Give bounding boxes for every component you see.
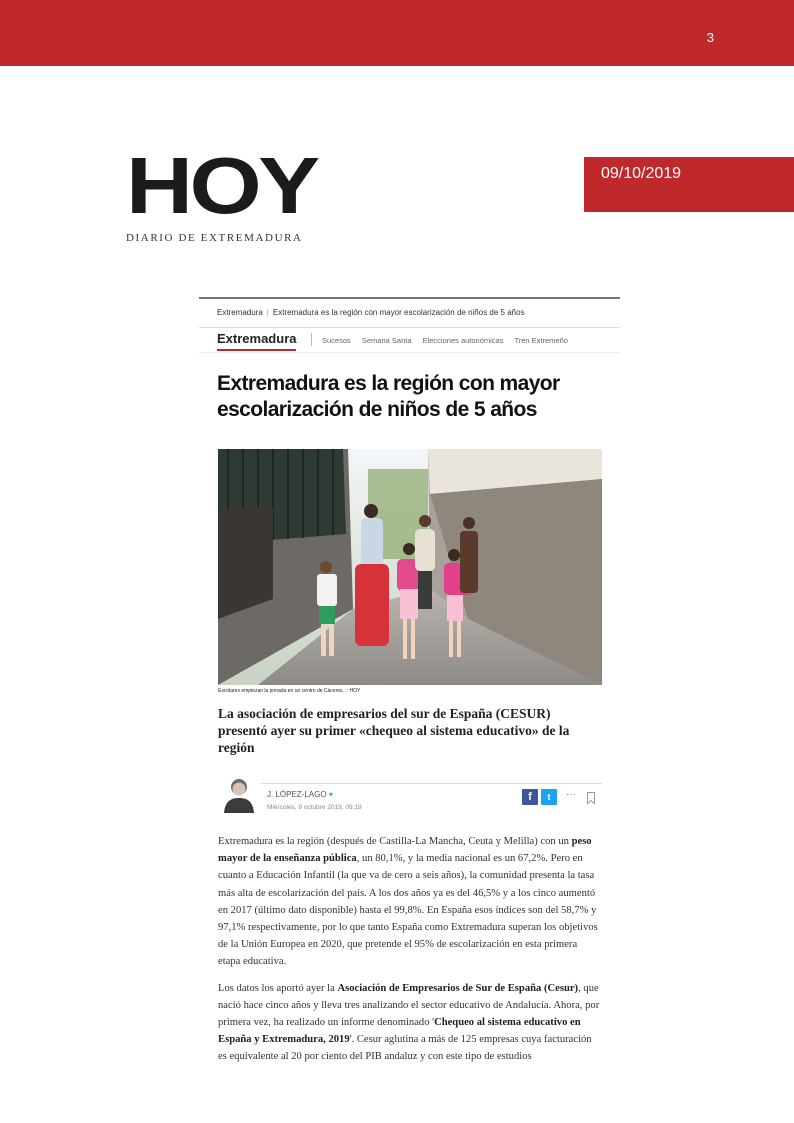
article-photo [218,449,602,685]
publish-date: Miércoles, 9 octubre 2019, 09:19 [267,804,362,811]
facebook-share-button[interactable] [522,789,538,805]
logo-wordmark: HOY [126,141,317,230]
breadcrumb-current: Extremadura es la región con mayor escolarización de niños de 5 años [272,308,525,317]
text: , que nació hace cinco años y lleva tres analizando el sector educativo de Andalucía. Ahora, por primera vez, ha realizado un informe denominado ' [218,982,600,1029]
divider [199,297,620,299]
bold-text: peso mayor de la enseñanza pública [218,836,592,865]
bold-text: Chequeo al sistema educativo en España y Extremadura, 2019 [218,1017,581,1046]
author-name-text[interactable]: J. LÓPEZ-LAGO [267,790,327,799]
author-avatar [221,775,257,813]
twitter-icon: t [547,792,551,802]
twitter-share-button[interactable] [541,789,557,805]
logo-tagline: DIARIO DE EXTREMADURA [126,232,303,244]
section-link-tren[interactable]: Tren Extremeño [514,336,568,345]
section-link-elecciones[interactable]: Elecciones autonómicas [422,336,504,345]
article-headline: Extremadura es la región con mayor escolarización de niños de 5 años [217,372,560,421]
publication-date: 09/10/2019 [601,165,682,182]
date-box [584,157,794,212]
article-subheadline: La asociación de empresarios del sur de España (CESUR) presentó ayer su primer «chequeo al sistema educativo» de la región [218,706,570,755]
text: Los datos los aportó ayer la [218,982,338,994]
section-link-sucesos[interactable]: Sucesos [322,336,351,345]
twitter-bird-icon: ▾ [328,790,333,799]
divider [261,783,602,784]
article-clipping [199,297,620,1093]
text: , un 80,1%, y la media nacional es un 67,2%. Pero en cuanto a Educación Infantil (la que va de cero a seis años), la comunidad presenta la tasa más alta de escolarización del país. A los dos años ya es del 46,5% y a los cinco aumentó en 2017 (último dato disponible) hasta el 99,8%. En España esos índices son del 58,7% y 97,1% respectivamente, por lo que tanto España como Extremadura superan los objetivos de la Unión Europea en 2020, que pretende el 95% de escolarización en esta primera etapa educativa. [218,853,598,968]
section-links [322,336,577,345]
breadcrumb [217,308,525,317]
text: Extremadura es la región (después de Castilla-La Mancha, Ceuta y Melilla) con un [218,836,572,847]
section-nav [199,327,620,353]
article-body [218,833,602,1075]
breadcrumb-section[interactable]: Extremadura [217,308,263,317]
page-number: 3 [706,30,714,45]
text: '. Cesur aglutina a más de 125 empresas cuya facturación es equivalente al 20 por ciento del PIB andaluz y con este tipo de estudios [218,1034,592,1063]
facebook-icon: f [528,791,532,803]
body-paragraph-2 [218,980,602,1066]
top-red-bar [0,0,794,66]
divider [311,333,312,346]
body-paragraph-1 [218,833,602,971]
hoy-logo [126,141,317,244]
bold-text: Asociación de Empresarios de Sur de España (Cesur) [337,982,579,994]
bookmark-icon[interactable] [584,791,598,805]
author-name[interactable] [267,790,333,799]
section-link-semana-santa[interactable]: Semana Santa [361,336,412,345]
ellipsis-icon: ··· [566,789,576,800]
photo-caption: Escolares empiezan la jornada en un centro de Cáceres. :: HOY [218,688,361,694]
section-title[interactable]: Extremadura [217,331,296,351]
breadcrumb-separator: | [266,308,269,317]
more-options-button[interactable] [563,789,579,805]
